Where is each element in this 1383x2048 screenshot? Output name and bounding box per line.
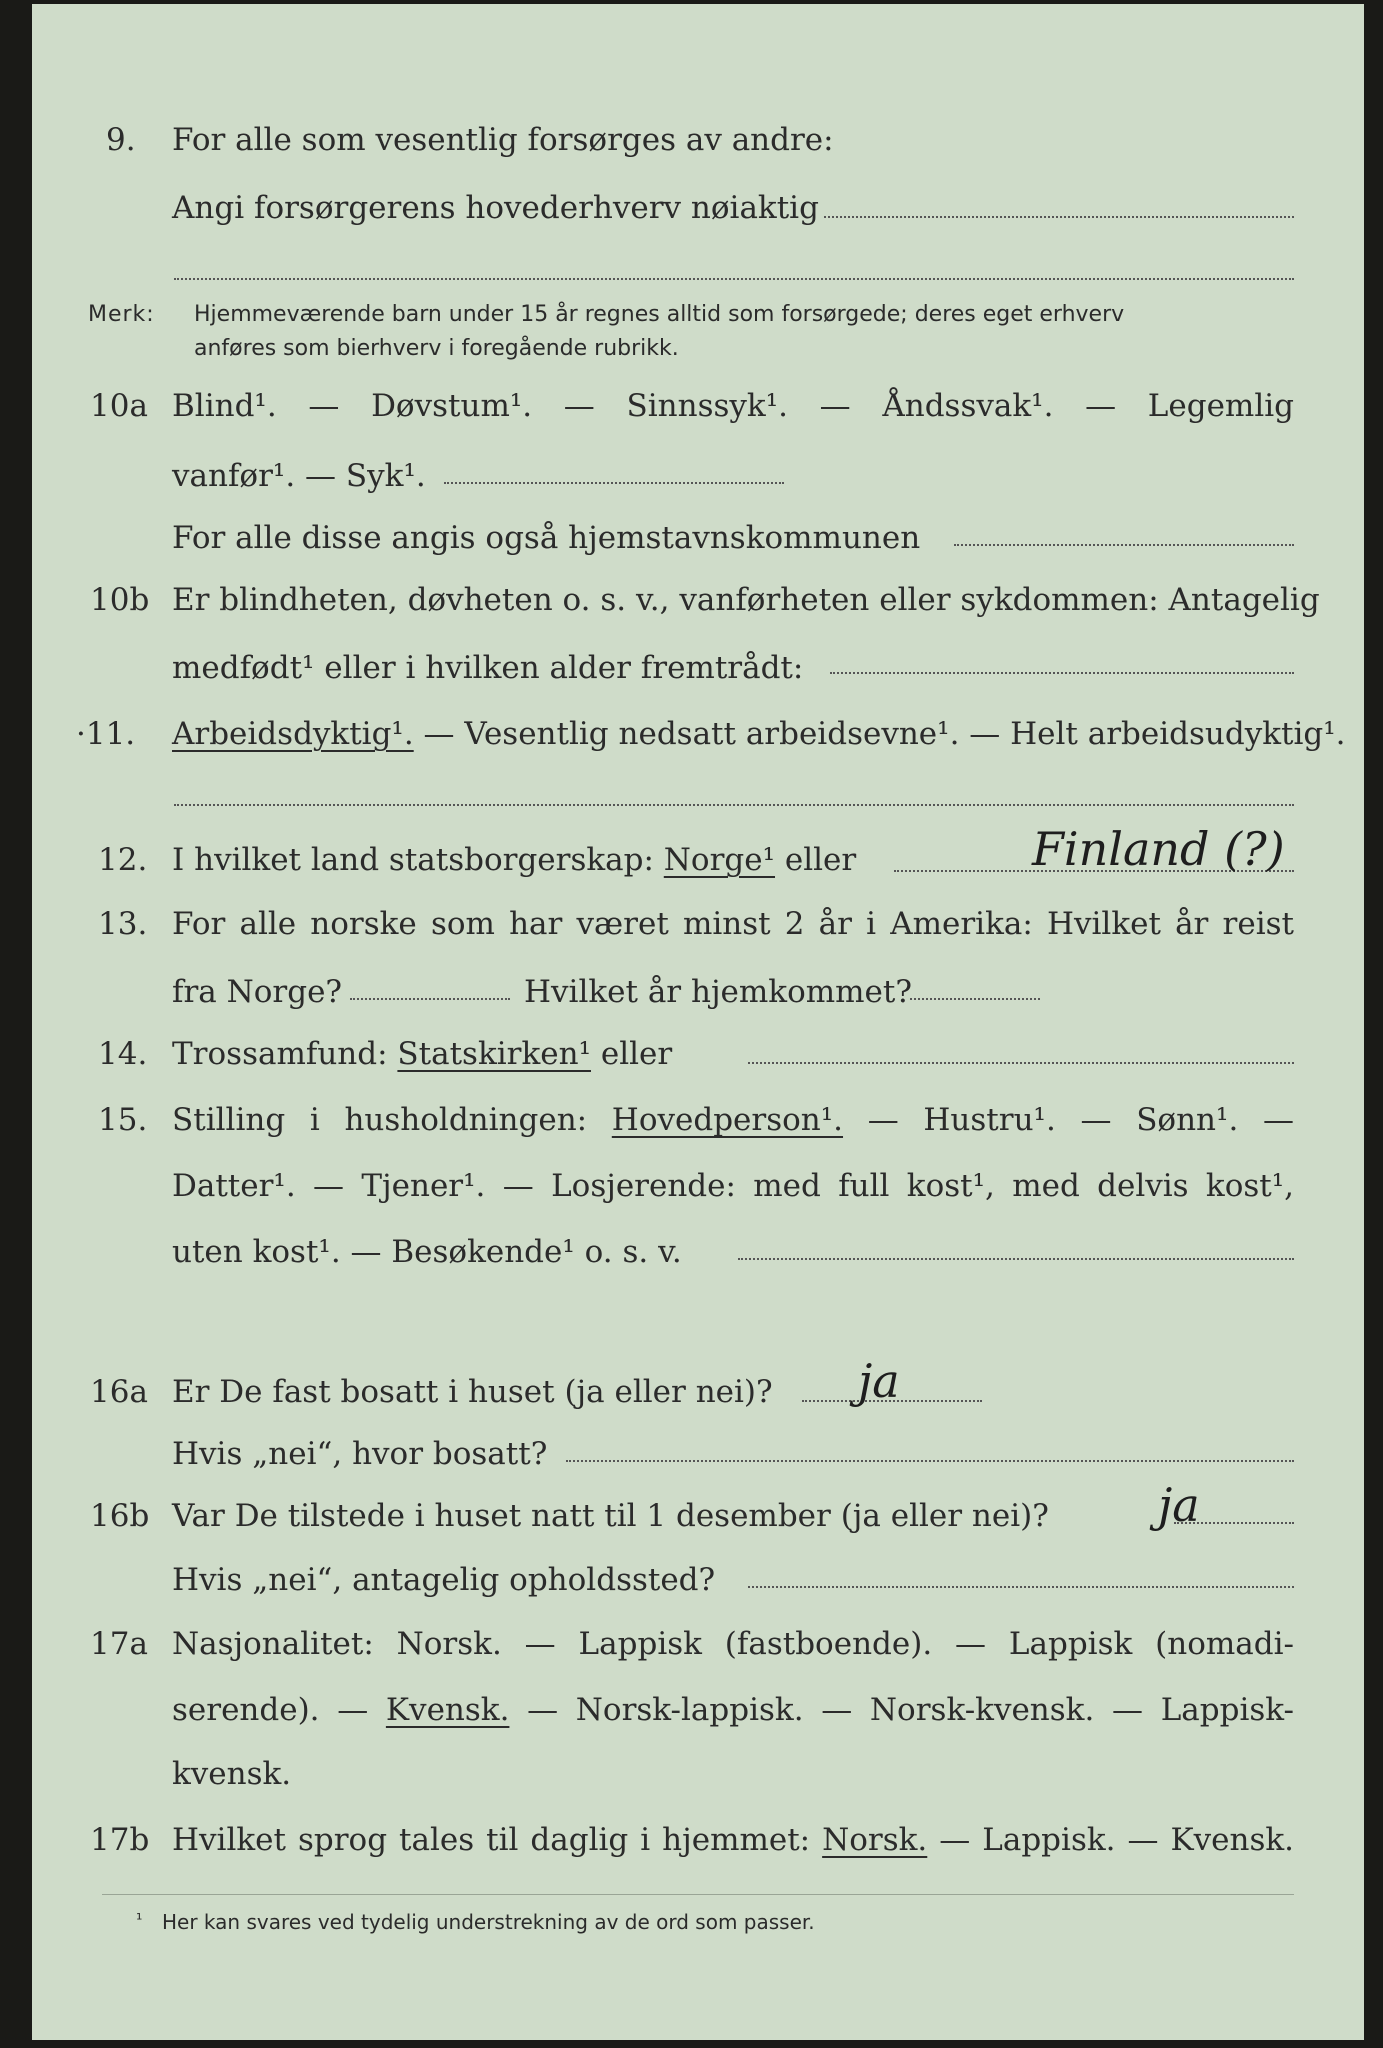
footnote-mark: ¹ <box>136 1910 143 1929</box>
q16b-line1: Var De tilstede i huset natt til 1 desember (ja eller nei)? <box>172 1498 1049 1534</box>
footnote-text: Her kan svares ved tydelig understrekning av de ord som passer. <box>162 1910 815 1934</box>
q13-line2a: fra Norge? <box>172 974 343 1010</box>
q12-handwritten-answer: Finland (?) <box>1032 822 1285 876</box>
q10a-line1: Blind¹. — Døvstum¹. — Sinnssyk¹. — Åndssvak¹. — Legemlig <box>172 388 1294 424</box>
q14-pre: Trossamfund: <box>172 1036 398 1072</box>
q17a-line2b: — Norsk-lappisk. — Norsk-kvensk. — Lappisk- <box>509 1692 1294 1728</box>
q15-number: 15. <box>98 1102 148 1138</box>
q14-number: 14. <box>98 1036 148 1072</box>
q17b-post: — Lappisk. — Kvensk. <box>927 1822 1295 1858</box>
q12-line <box>172 842 856 878</box>
q12-number: 12. <box>98 842 148 878</box>
q10a-line2: vanfør¹. — Syk¹. <box>172 458 426 494</box>
q10b-line2: medfødt¹ eller i hvilken alder fremtrådt: <box>172 650 804 686</box>
footnote-divider <box>102 1894 1294 1895</box>
q10a-syk-field[interactable] <box>444 482 784 484</box>
q17a-line2 <box>172 1692 1294 1728</box>
q13-hjemkommet-field[interactable] <box>910 998 1040 1000</box>
q12-option-norge[interactable]: Norge¹ <box>663 842 776 878</box>
q17a-line2a: serende). — <box>172 1692 386 1728</box>
q12-pre: I hvilket land statsborgerskap: <box>172 842 664 878</box>
q16a-number: 16a <box>90 1374 148 1410</box>
q16b-line2: Hvis „nei“, antagelig opholdssted? <box>172 1562 716 1598</box>
q17a-line1: Nasjonalitet: Norsk. — Lappisk (fastboende). — Lappisk (nomadi- <box>172 1626 1294 1662</box>
q11-option-arbeidsdyktig[interactable]: Arbeidsdyktig¹. <box>172 716 414 752</box>
q12-post: eller <box>775 842 857 878</box>
merk-label: Merk: <box>88 302 155 327</box>
q17b-pre: Hvilket sprog tales til daglig i hjemmet: <box>172 1822 823 1858</box>
q9-answer-field-2[interactable] <box>174 278 1294 280</box>
q15-pre: Stilling i husholdningen: <box>172 1102 612 1138</box>
q16a-line2: Hvis „nei“, hvor bosatt? <box>172 1436 548 1472</box>
q11-answer-field[interactable] <box>174 804 1294 806</box>
q9-line1: For alle som vesentlig forsørges av andre: <box>172 122 834 158</box>
q14-answer-field[interactable] <box>748 1062 1294 1064</box>
q14-line <box>172 1036 672 1072</box>
q17b-line <box>172 1822 1294 1858</box>
q10a-number: 10a <box>90 388 148 424</box>
q15-option-hovedperson[interactable]: Hovedperson¹. <box>611 1102 844 1138</box>
q16a-bosatt-field[interactable] <box>566 1460 1294 1462</box>
q16b-handwritten-answer: ja <box>1158 1478 1200 1532</box>
q16a-handwritten-answer: ja <box>858 1354 900 1408</box>
q9-line2: Angi forsørgerens hovederhverv nøiaktig <box>172 190 819 226</box>
q15-line3: uten kost¹. — Besøkende¹ o. s. v. <box>172 1234 682 1270</box>
q10a-hjemstavn-field[interactable] <box>954 544 1294 546</box>
q16b-opholdssted-field[interactable] <box>748 1586 1294 1588</box>
census-form-page <box>32 4 1364 2040</box>
q15-line2: Datter¹. — Tjener¹. — Losjerende: med full kost¹, med delvis kost¹, <box>172 1168 1294 1204</box>
q13-line2b: Hvilket år hjemkommet? <box>524 974 912 1010</box>
q17b-number: 17b <box>90 1822 150 1858</box>
q11-number: ·11. <box>76 716 136 752</box>
q17a-line3: kvensk. <box>172 1756 292 1792</box>
q17b-option-norsk[interactable]: Norsk. <box>822 1822 928 1858</box>
q13-line1: For alle norske som har været minst 2 år i Amerika: Hvilket år reist <box>172 906 1294 942</box>
q15-answer-field[interactable] <box>738 1258 1294 1260</box>
merk-line1: Hjemmeværende barn under 15 år regnes alltid som forsørgede; deres eget erhverv <box>194 302 1125 327</box>
q15-line1 <box>172 1102 1294 1138</box>
q10b-answer-field[interactable] <box>830 672 1294 674</box>
q14-post: eller <box>591 1036 673 1072</box>
q10a-line3: For alle disse angis også hjemstavnskommunen <box>172 520 921 556</box>
q9-answer-field[interactable] <box>824 216 1294 218</box>
q10b-number: 10b <box>90 582 150 618</box>
q11-line <box>172 716 1346 752</box>
q15-rest1: — Hustru¹. — Sønn¹. — <box>843 1102 1294 1138</box>
q17a-number: 17a <box>90 1626 148 1662</box>
q16b-number: 16b <box>90 1498 150 1534</box>
q13-number: 13. <box>98 906 148 942</box>
q17a-option-kvensk[interactable]: Kvensk. <box>385 1692 510 1728</box>
q9-number: 9. <box>106 122 136 158</box>
merk-line2: anføres som bierhverv i foregående rubrikk. <box>194 336 679 361</box>
q14-option-statskirken[interactable]: Statskirken¹ <box>397 1036 591 1072</box>
q13-reist-field[interactable] <box>350 998 510 1000</box>
q16a-line1: Er De fast bosatt i huset (ja eller nei)? <box>172 1374 773 1410</box>
q10b-line1: Er blindheten, døvheten o. s. v., vanførheten eller sykdommen: Antagelig <box>172 582 1320 618</box>
q11-rest: — Vesentlig nedsatt arbeidsevne¹. — Helt arbeidsudyktig¹. <box>413 716 1346 752</box>
